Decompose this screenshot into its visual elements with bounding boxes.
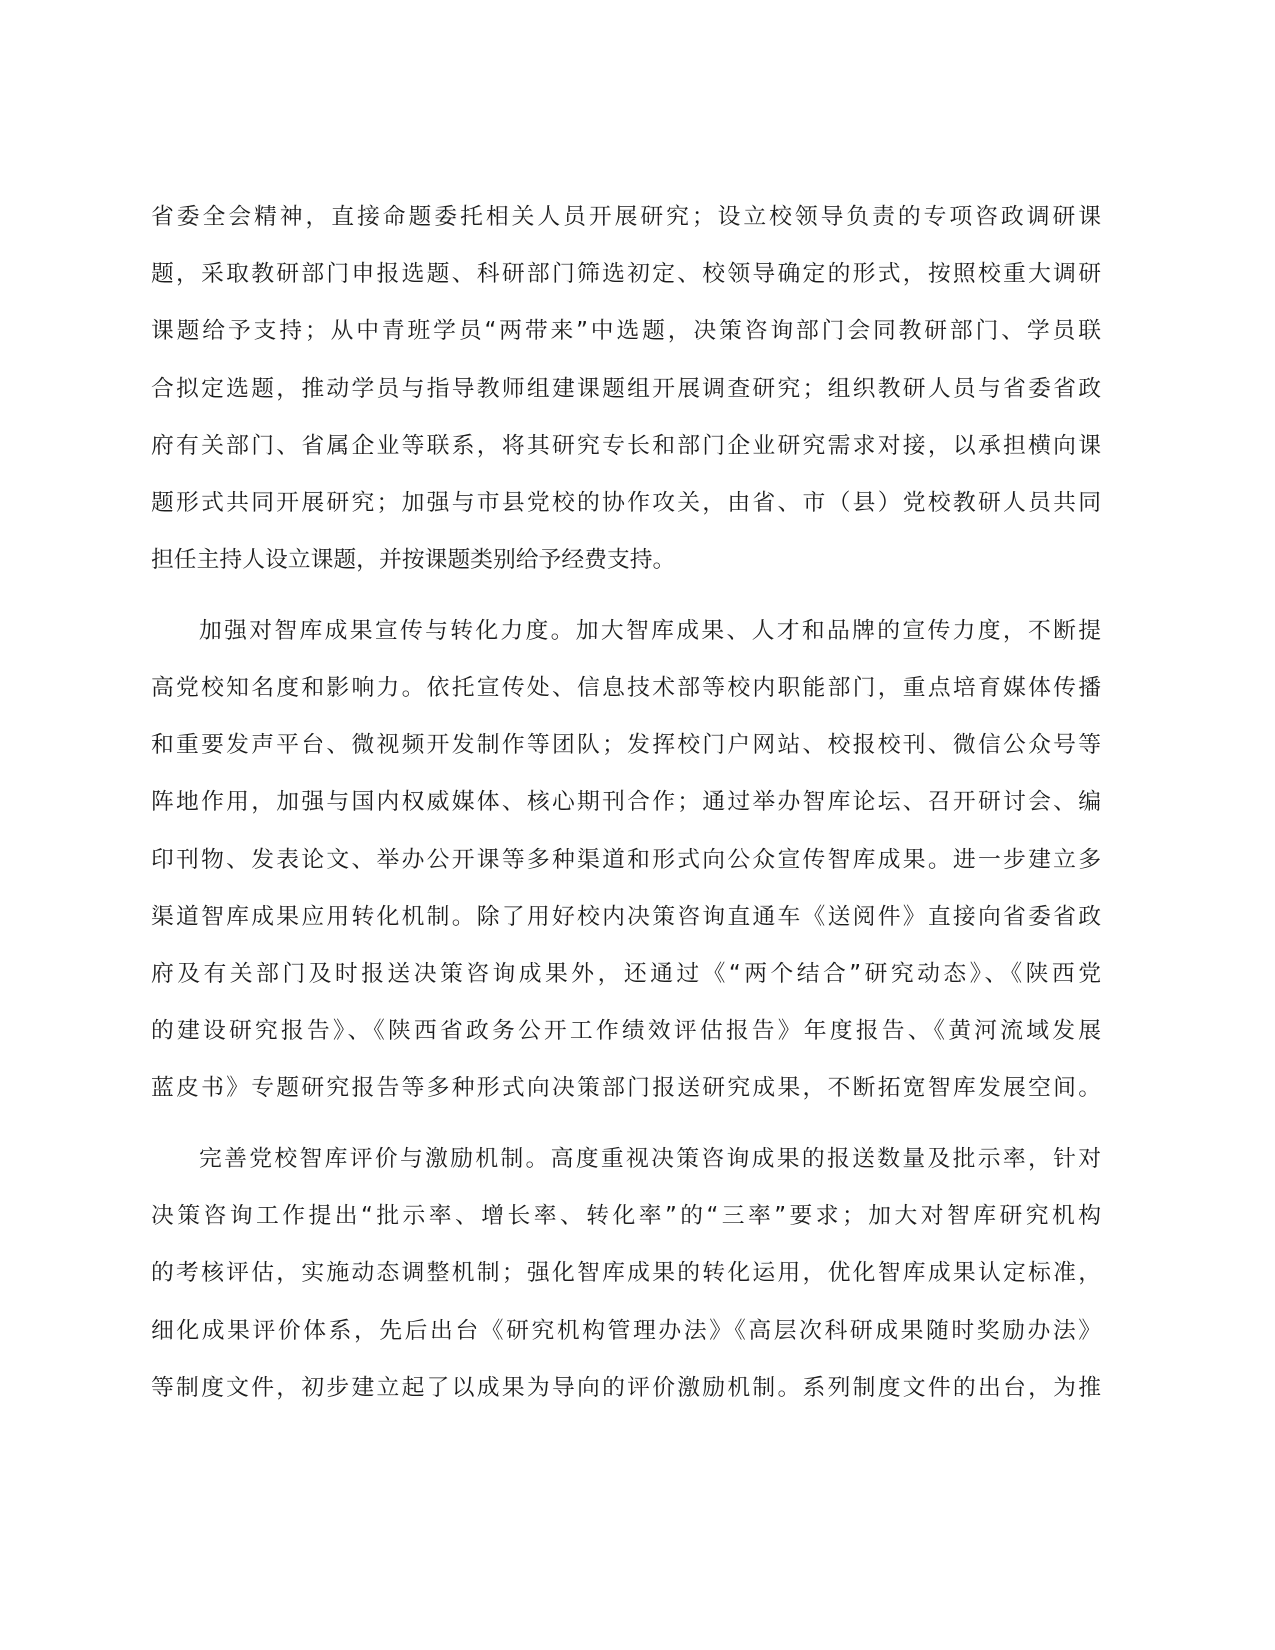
text-line: 省委全会精神，直接命题委托相关人员开展研究；设立校领导负责的专项咨政调研课 [151, 204, 1101, 230]
text-line: 的考核评估，实施动态调整机制；强化智库成果的转化运用，优化智库成果认定标准， [151, 1260, 1101, 1287]
text-line: 题，采取教研部门申报选题、科研部门筛选初定、校领导确定的形式，按照校重大调研 [151, 261, 1101, 288]
text-line: 蓝皮书》专题研究报告等多种形式向决策部门报送研究成果，不断拓宽智库发展空间。 [151, 1075, 1101, 1102]
text-line: 府有关部门、省属企业等联系，将其研究专长和部门企业研究需求对接，以承担横向课 [151, 432, 1101, 459]
text-line: 和重要发声平台、微视频开发制作等团队；发挥校门户网站、校报校刊、微信公众号等 [151, 732, 1101, 759]
paragraph-2 [151, 603, 1101, 1118]
text-line: 合拟定选题，推动学员与指导教师组建课题组开展调查研究；组织教研人员与省委省政 [151, 375, 1101, 402]
text-line: 决策咨询工作提出“批示率、增长率、转化率”的“三率”要求；加大对智库研究机构 [151, 1203, 1101, 1230]
text-line: 加强对智库成果宣传与转化力度。加大智库成果、人才和品牌的宣传力度，不断提 [199, 617, 1101, 644]
text-line: 担任主持人设立课题，并按课题类别给予经费支持。 [151, 547, 676, 574]
text-line: 府及有关部门及时报送决策咨询成果外，还通过《“两个结合”研究动态》、《陕西党 [151, 960, 1101, 987]
document-page [151, 189, 1101, 1417]
text-line: 高党校知名度和影响力。依托宣传处、信息技术部等校内职能部门，重点培育媒体传播 [151, 675, 1101, 701]
text-line: 印刊物、发表论文、举办公开课等多种渠道和形式向公众宣传智库成果。进一步建立多 [151, 846, 1101, 873]
text-line: 细化成果评价体系，先后出台《研究机构管理办法》《高层次科研成果随时奖励办法》 [151, 1317, 1101, 1344]
text-line: 的建设研究报告》、《陕西省政务公开工作绩效评估报告》年度报告、《黄河流域发展 [151, 1018, 1101, 1045]
paragraph-3 [151, 1131, 1101, 1417]
paragraph-1 [151, 189, 1101, 589]
text-line: 阵地作用，加强与国内权威媒体、核心期刊合作；通过举办智库论坛、召开研讨会、编 [151, 789, 1101, 816]
text-line: 渠道智库成果应用转化机制。除了用好校内决策咨询直通车《送阅件》直接向省委省政 [151, 903, 1101, 930]
text-line: 题形式共同开展研究；加强与市县党校的协作攻关，由省、市（县）党校教研人员共同 [151, 489, 1101, 516]
text-line: 等制度文件，初步建立起了以成果为导向的评价激励机制。系列制度文件的出台，为推 [151, 1374, 1101, 1401]
text-line: 课题给予支持；从中青班学员“两带来”中选题，决策咨询部门会同教研部门、学员联 [151, 318, 1101, 345]
text-line: 完善党校智库评价与激励机制。高度重视决策咨询成果的报送数量及批示率，针对 [199, 1146, 1101, 1172]
